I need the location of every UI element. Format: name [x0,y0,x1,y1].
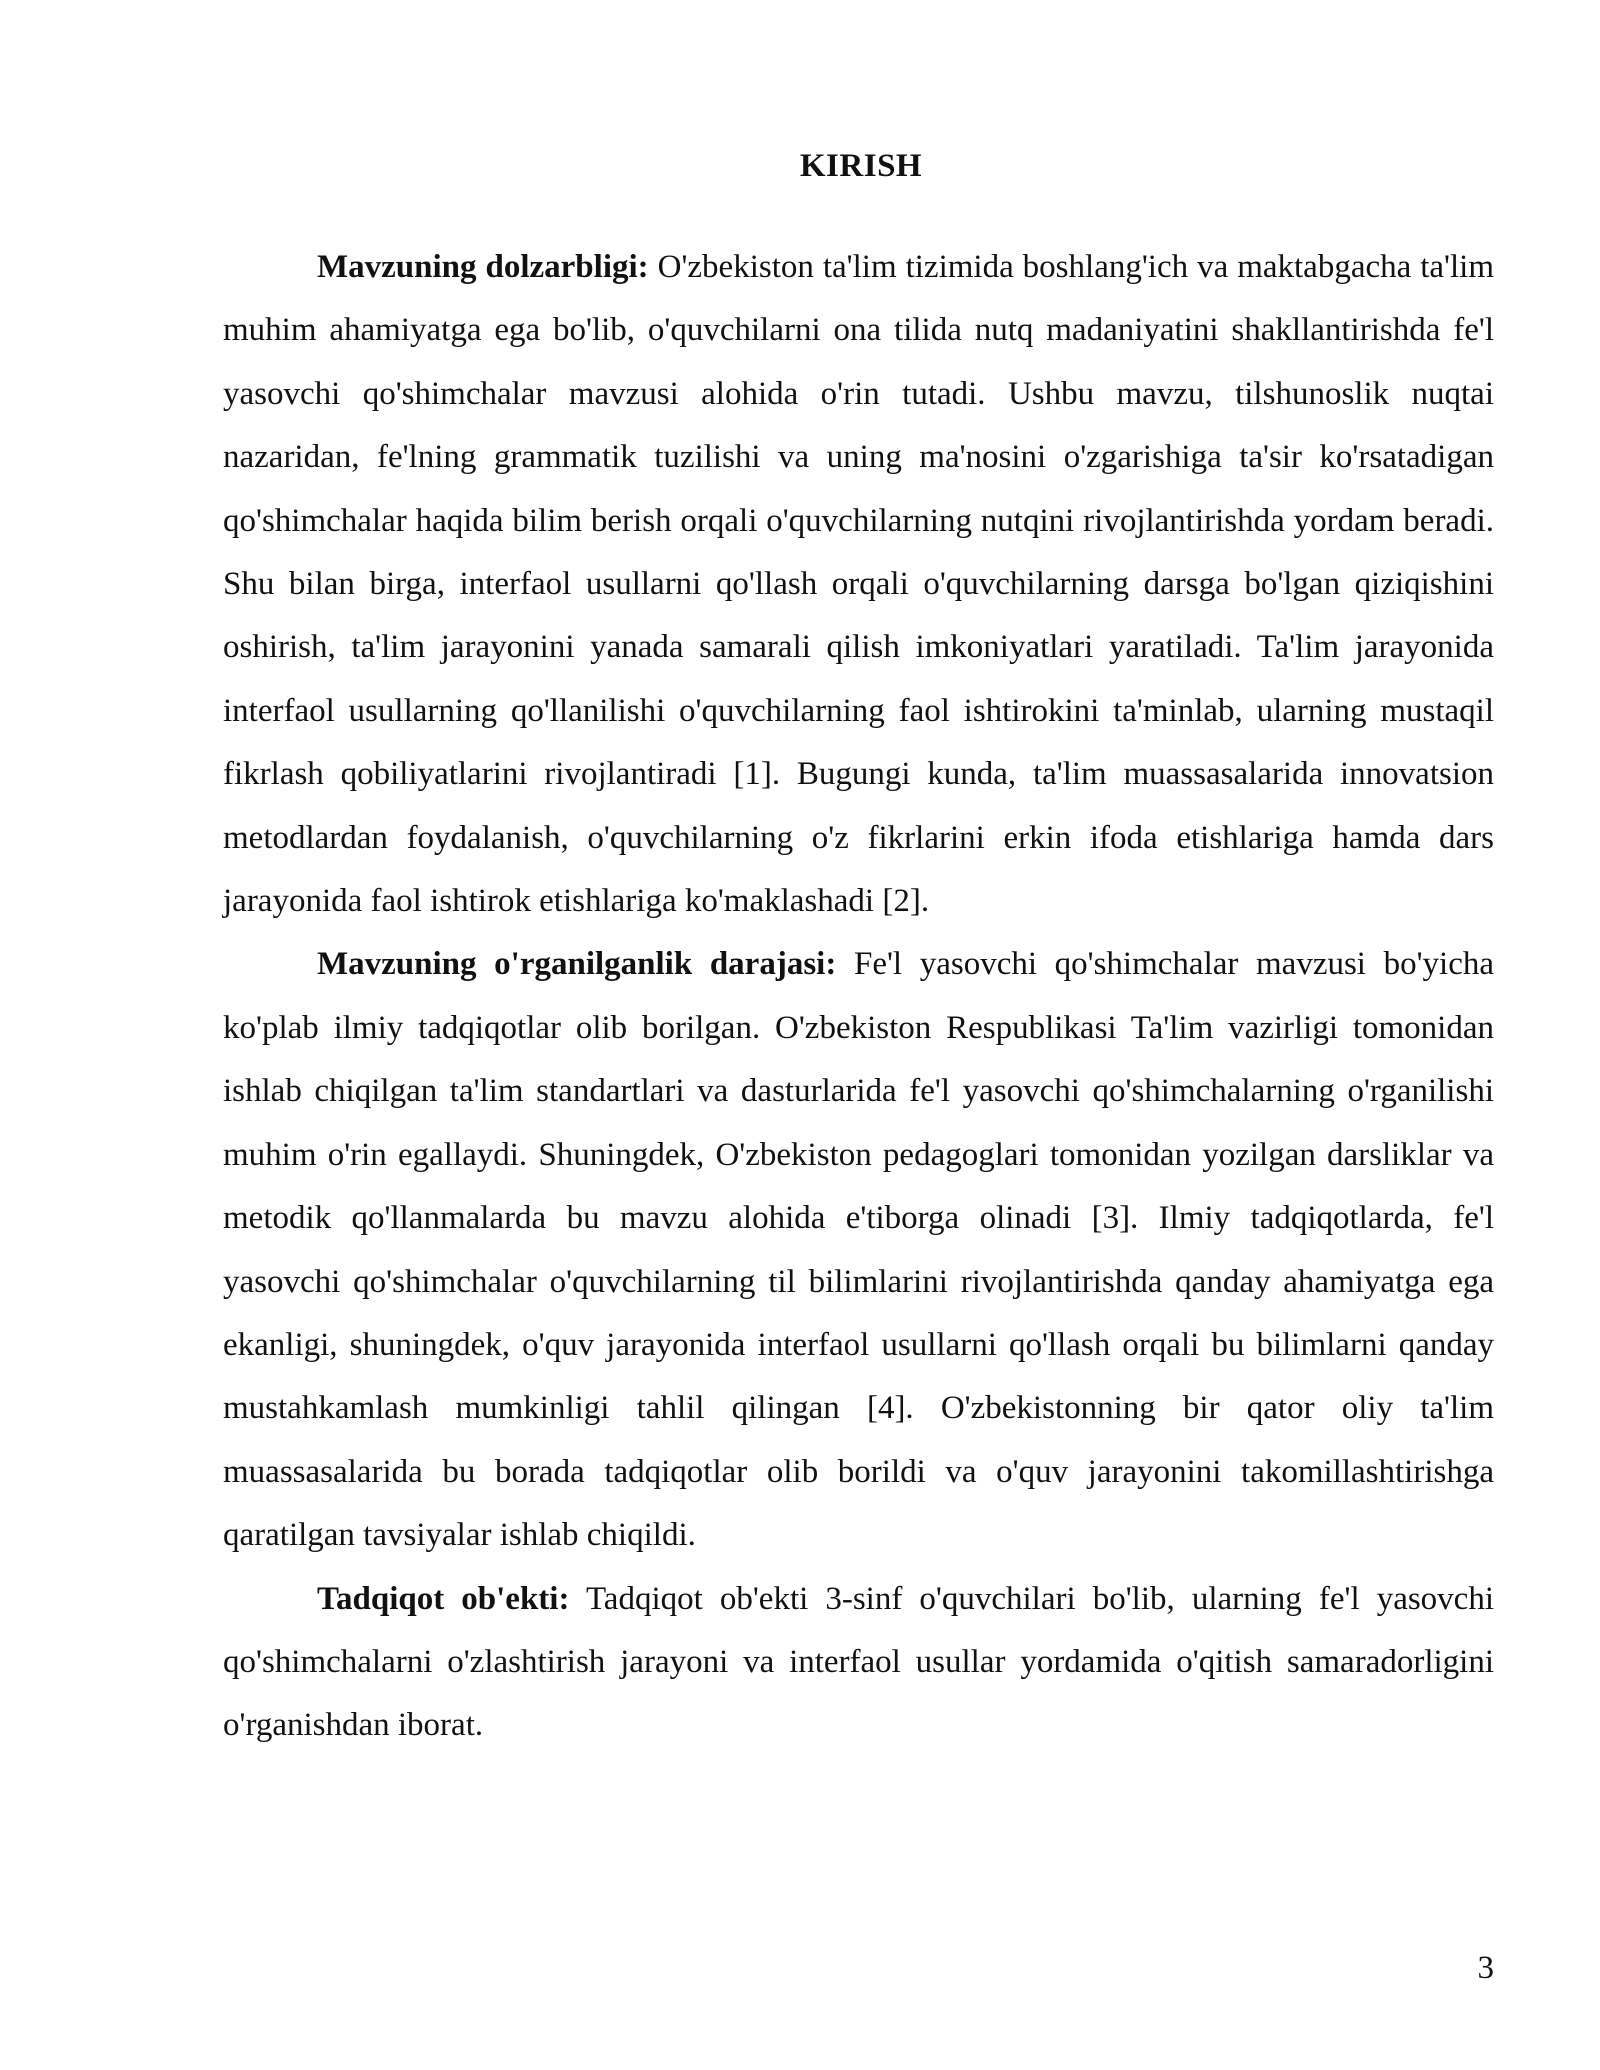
paragraph-heading: Mavzuning dolzarbligi: [317,249,649,285]
paragraph-heading: Tadqiqot ob'ekti: [317,1580,570,1617]
paragraph-heading: Mavzuning o'rganilganlik darajasi: [317,946,837,983]
paragraph-text: Tadqiqot ob'ekti 3-sinf o'quvchilari bo'lib, ularning fe'l yasovchi qo'shimchalarni o'zlashtirish jarayoni va interfaol usullar yordamida o'qitish samaradorligini o'rganishdan iborat. [223,1580,1494,1744]
paragraph-relevance [223,236,1494,933]
document-body [223,236,1494,1758]
page-number: 3 [1477,1950,1494,1986]
paragraph-text: Fe'l yasovchi qo'shimchalar mavzusi bo'yicha ko'plab ilmiy tadqiqotlar olib borilgan. O'zbekiston Respublikasi Ta'lim vazirligi tomonidan ishlab chiqilgan ta'lim standartlari va dasturlarida fe'l yasovchi qo'shimchalarning o'rganilishi muhim o'rin egallaydi. Shuningdek, O'zbekiston pedagoglari tomonidan yozilgan darsliklar va metodik qo'llanmalarda bu mavzu alohida e'tiborga olinadi [3]. Ilmiy tadqiqotlarda, fe'l yasovchi qo'shimchalar o'quvchilarning til bilimlarini rivojlantirishda qanday ahamiyatga ega ekanligi, shuningdek, o'quv jarayonida interfaol usullarni qo'llash orqali bu bilimlarni qanday mustahkamlash mumkinligi tahlil qilingan [4]. O'zbekistonning bir qator oliy ta'lim muassasalarida bu borada tadqiqotlar olib borildi va o'quv jarayonini takomillashtirishga qaratilgan tavsiyalar ishlab chiqildi. [223,946,1495,1554]
paragraph-study-level [223,933,1494,1567]
paragraph-research-object [223,1568,1494,1758]
paragraph-text: O'zbekiston ta'lim tizimida boshlang'ich va maktabgacha ta'lim muhim ahamiyatga ega bo'lib, o'quvchilarni ona tilida nutq madaniyatini shakllantirishda fe'l yasovchi qo'shimchalar mavzusi alohida o'rin tutadi. Ushbu mavzu, tilshunoslik nuqtai nazaridan, fe'lning grammatik tuzilishi va uning ma'nosini o'zgarishiga ta'sir ko'rsatadigan qo'shimchalar haqida bilim berish orqali o'quvchilarning nutqini rivojlantirishda yordam beradi. Shu bilan birga, interfaol usullarni qo'llash orqali o'quvchilarning darsga bo'lgan qiziqishini oshirish, ta'lim jarayonini yanada samarali qilish imkoniyatlari yaratiladi. Ta'lim jarayonida interfaol usullarning qo'llanilishi o'quvchilarning faol ishtirokini ta'minlab, ularning mustaqil fikrlash qobiliyatlarini rivojlantiradi [1]. Bugungi kunda, ta'lim muassasalarida innovatsion metodlardan foydalanish, o'quvchilarning o'z fikrlarini erkin ifoda etishlariga hamda dars jarayonida faol ishtirok etishlariga ko'maklashadi [2]. [223,249,1494,920]
document-title: KIRISH [799,148,923,184]
